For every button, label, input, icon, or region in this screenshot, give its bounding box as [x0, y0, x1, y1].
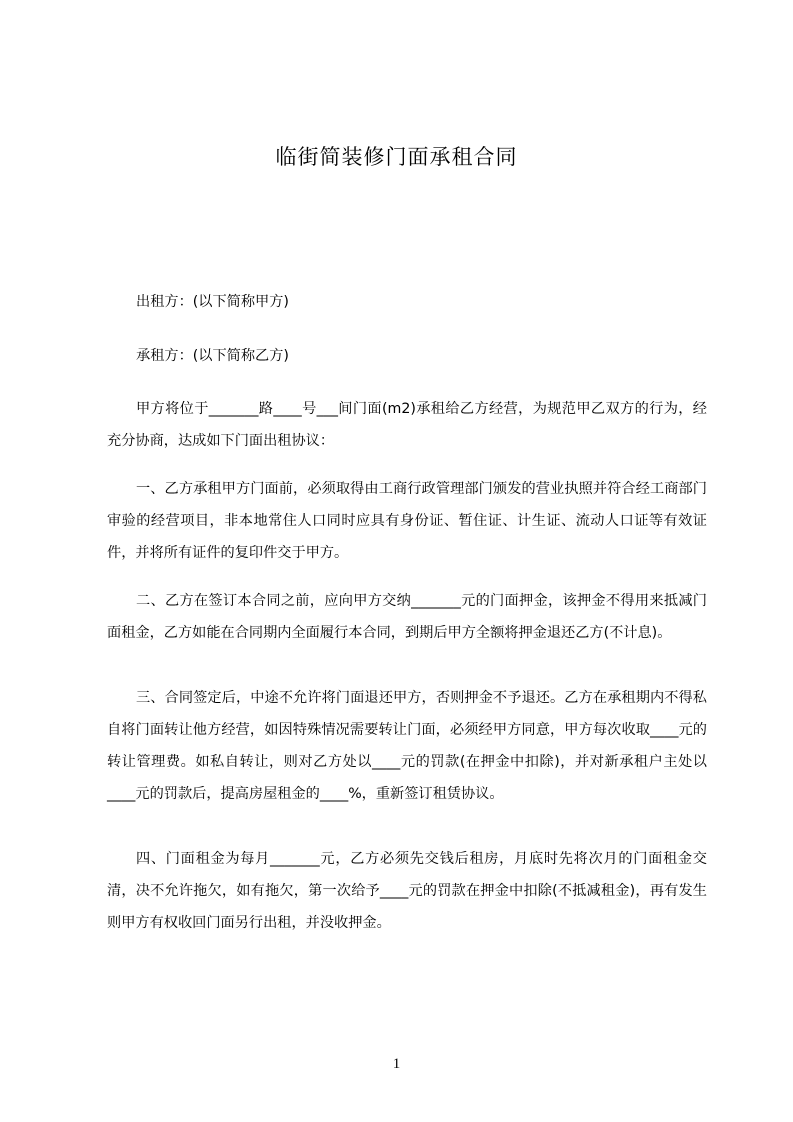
page-number: 1 — [392, 1056, 401, 1072]
clause-2-paragraph: 二、乙方在签订本合同之前，应向甲方交纳_______元的门面押金，该押金不得用来抵减门面租金，乙方如能在合同期内全面履行本合同，到期后甲方全额将押金退还乙方(不计息)。 — [107, 593, 707, 641]
lessor-line: 出租方：(以下简称甲方) — [136, 294, 289, 310]
clause-4-paragraph: 四、门面租金为每月_______元，乙方必须先交钱后租房，月底时先将次月的门面租金交清，决不允许拖欠，如有拖欠，第一次给予____元的罚款在押金中扣除(不抵减租金)，再有发生则甲方有权收回门面另行出租，并没收押金。 — [107, 851, 707, 931]
document-title: 临街简装修门面承租合同 — [275, 145, 518, 169]
clause-3-paragraph: 三、合同签定后，中途不允许将门面退还甲方，否则押金不予退还。乙方在承租期内不得私自将门面转让他方经营，如因特殊情况需要转让门面，必须经甲方同意，甲方每次收取____元的转让管理费。如私自转让，则对乙方处以____元的罚款(在押金中扣除)，并对新承租户主处以____元的罚款后，提高房屋租金的____%，重新签订租赁协议。 — [107, 690, 707, 802]
lessee-line: 承租方：(以下简称乙方) — [136, 348, 289, 364]
clause-1-paragraph: 一、乙方承租甲方门面前，必须取得由工商行政管理部门颁发的营业执照并符合经工商部门审验的经营项目，非本地常住人口同时应具有身份证、暂住证、计生证、流动人口证等有效证件，并将所有证件的复印件交于甲方。 — [107, 481, 707, 561]
intro-paragraph: 甲方将位于_______路____号___间门面(m2)承租给乙方经营，为规范甲乙双方的行为，经充分协商，达成如下门面出租协议： — [107, 401, 707, 449]
